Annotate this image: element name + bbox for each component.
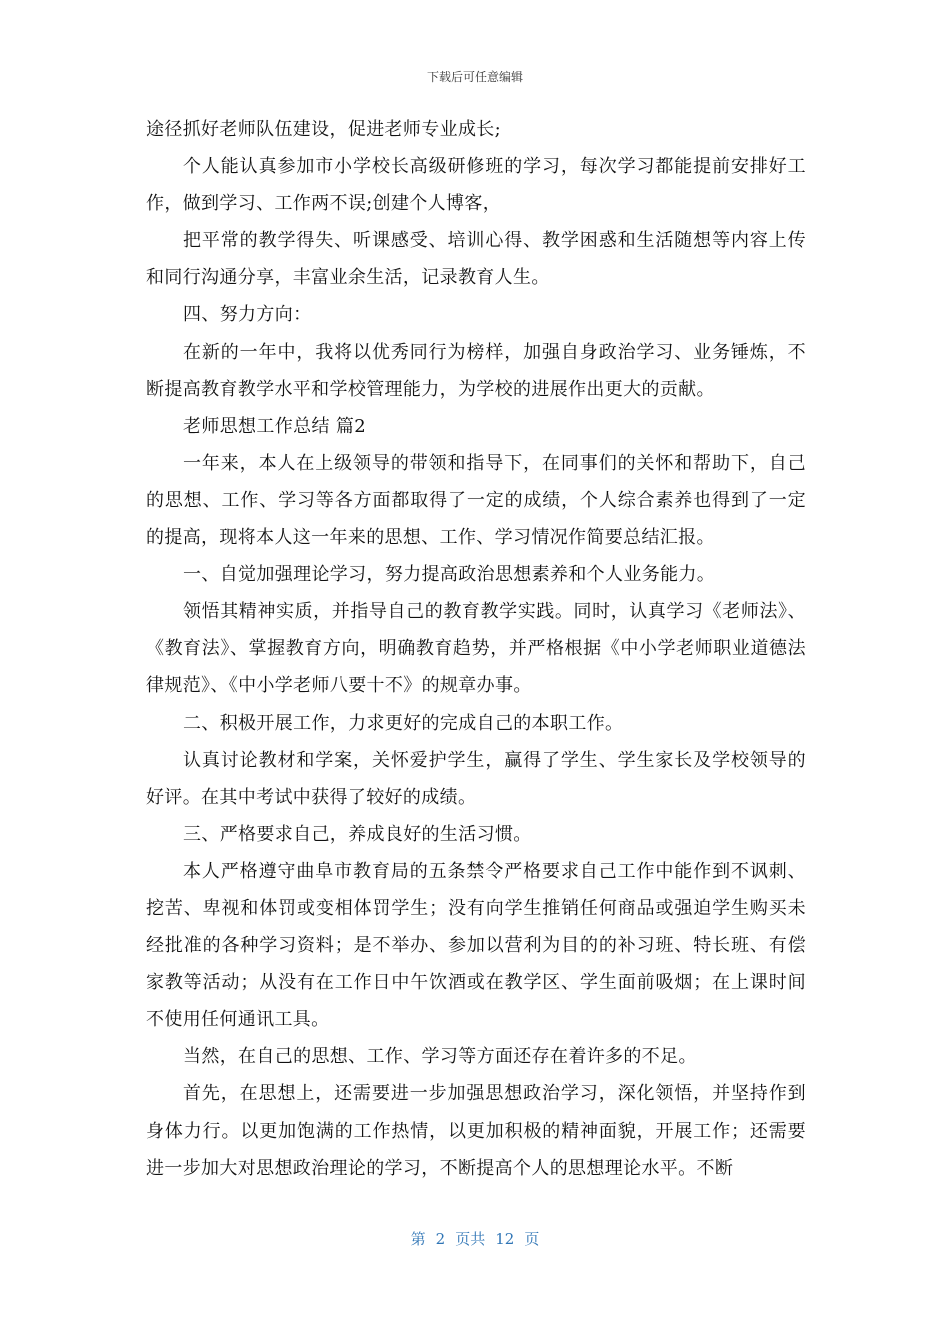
body-paragraph: 个人能认真参加市小学校长高级研修班的学习，每次学习都能提前安排好工作，做到学习、工作两不误;创建个人博客， [146, 156, 806, 215]
body-paragraph: 认真讨论教材和学案，关怀爱护学生，赢得了学生、学生家长及学校领导的好评。在其中考试中获得了较好的成绩。 [146, 749, 806, 808]
footer-current-page: 2 [435, 1230, 446, 1248]
body-paragraph: 老师思想工作总结 篇2 [183, 415, 367, 437]
page-footer [0, 1228, 950, 1249]
footer-middle: 页共 [455, 1230, 486, 1248]
body-paragraph: 当然，在自己的思想、工作、学习等方面还存在着许多的不足。 [183, 1046, 697, 1068]
body-paragraph: 一年来，本人在上级领导的带领和指导下，在同事们的关怀和帮助下，自己的思想、工作、学习等各方面都取得了一定的成绩，个人综合素养也得到了一定的提高，现将本人这一年来的思想、工作、学习情况作简要总结汇报。 [146, 452, 806, 549]
body-paragraph: 领悟其精神实质，并指导自己的教育教学实践。同时，认真学习《老师法》、《教育法》、掌握教育方向，明确教育趋势，并严格根据《中小学老师职业道德法律规范》、《中小学老师八要十不》的规章办事。 [146, 601, 806, 697]
body-paragraph: 把平常的教学得失、听课感受、培训心得、教学困惑和生活随想等内容上传和同行沟通分享，丰富业余生活，记录教育人生。 [146, 230, 806, 289]
footer-prefix: 第 [410, 1230, 426, 1248]
body-paragraph: 一、自觉加强理论学习，努力提高政治思想素养和个人业务能力。 [183, 564, 716, 586]
body-paragraph: 四、努力方向： [183, 304, 312, 326]
document-body [146, 111, 806, 1187]
body-paragraph: 在新的一年中，我将以优秀同行为榜样，加强自身政治学习、业务锤炼，不断提高教育教学水平和学校管理能力，为学校的进展作出更大的贡献。 [146, 341, 806, 400]
footer-total-pages: 12 [495, 1230, 515, 1248]
body-paragraph: 途径抓好老师队伍建设，促进老师专业成长; [146, 119, 502, 140]
body-paragraph: 首先，在思想上，还需要进一步加强思想政治学习，深化领悟，并坚持作到身体力行。以更加饱满的工作热情，以更加积极的精神面貌，开展工作；还需要进一步加大对思想政治理论的学习，不断提高个人的思想理论水平。不断 [146, 1083, 806, 1179]
page-header-note: 下载后可任意编辑 [426, 70, 523, 84]
body-paragraph: 三、严格要求自己，养成良好的生活习惯。 [183, 823, 532, 845]
body-paragraph: 二、积极开展工作，力求更好的完成自己的本职工作。 [183, 712, 624, 734]
body-paragraph: 本人严格遵守曲阜市教育局的五条禁令严格要求自己工作中能作到不讽刺、挖苦、卑视和体罚或变相体罚学生；没有向学生推销任何商品或强迫学生购买未经批准的各种学习资料；是不举办、参加以营利为目的的补习班、特长班、有偿家教等活动；从没有在工作日中午饮酒或在教学区、学生面前吸烟；在上课时间不使用任何通讯工具。 [146, 860, 806, 1031]
footer-suffix: 页 [524, 1230, 540, 1248]
